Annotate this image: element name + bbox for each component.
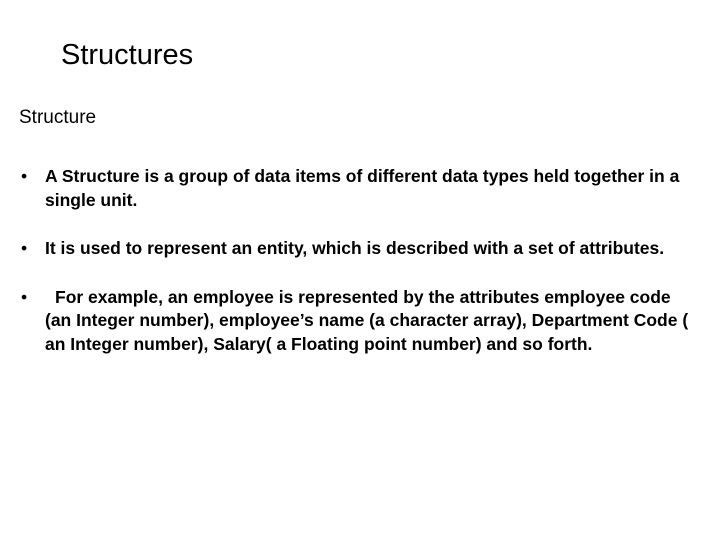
slide-subtitle: Structure [19, 107, 97, 128]
bullet-icon: • [21, 286, 28, 307]
bullet-list [19, 165, 699, 381]
bullet-icon: • [21, 166, 28, 186]
bullet-text: A Structure is a group of data items of different data types held together in a single unit. [45, 166, 680, 210]
bullet-text: For example, an employee is represented by the attributes employee code (an Integer number), employee’s name (a character array), Department Code ( an Integer number), Salary( a Floating point number) and so forth. [45, 286, 689, 354]
slide-title: Structures [61, 39, 194, 71]
bullet-icon: • [21, 238, 28, 258]
bullet-item [19, 165, 699, 212]
bullet-item [19, 237, 699, 261]
bullet-text: It is used to represent an entity, which is described with a set of attributes. [45, 238, 665, 258]
bullet-item [19, 286, 699, 357]
